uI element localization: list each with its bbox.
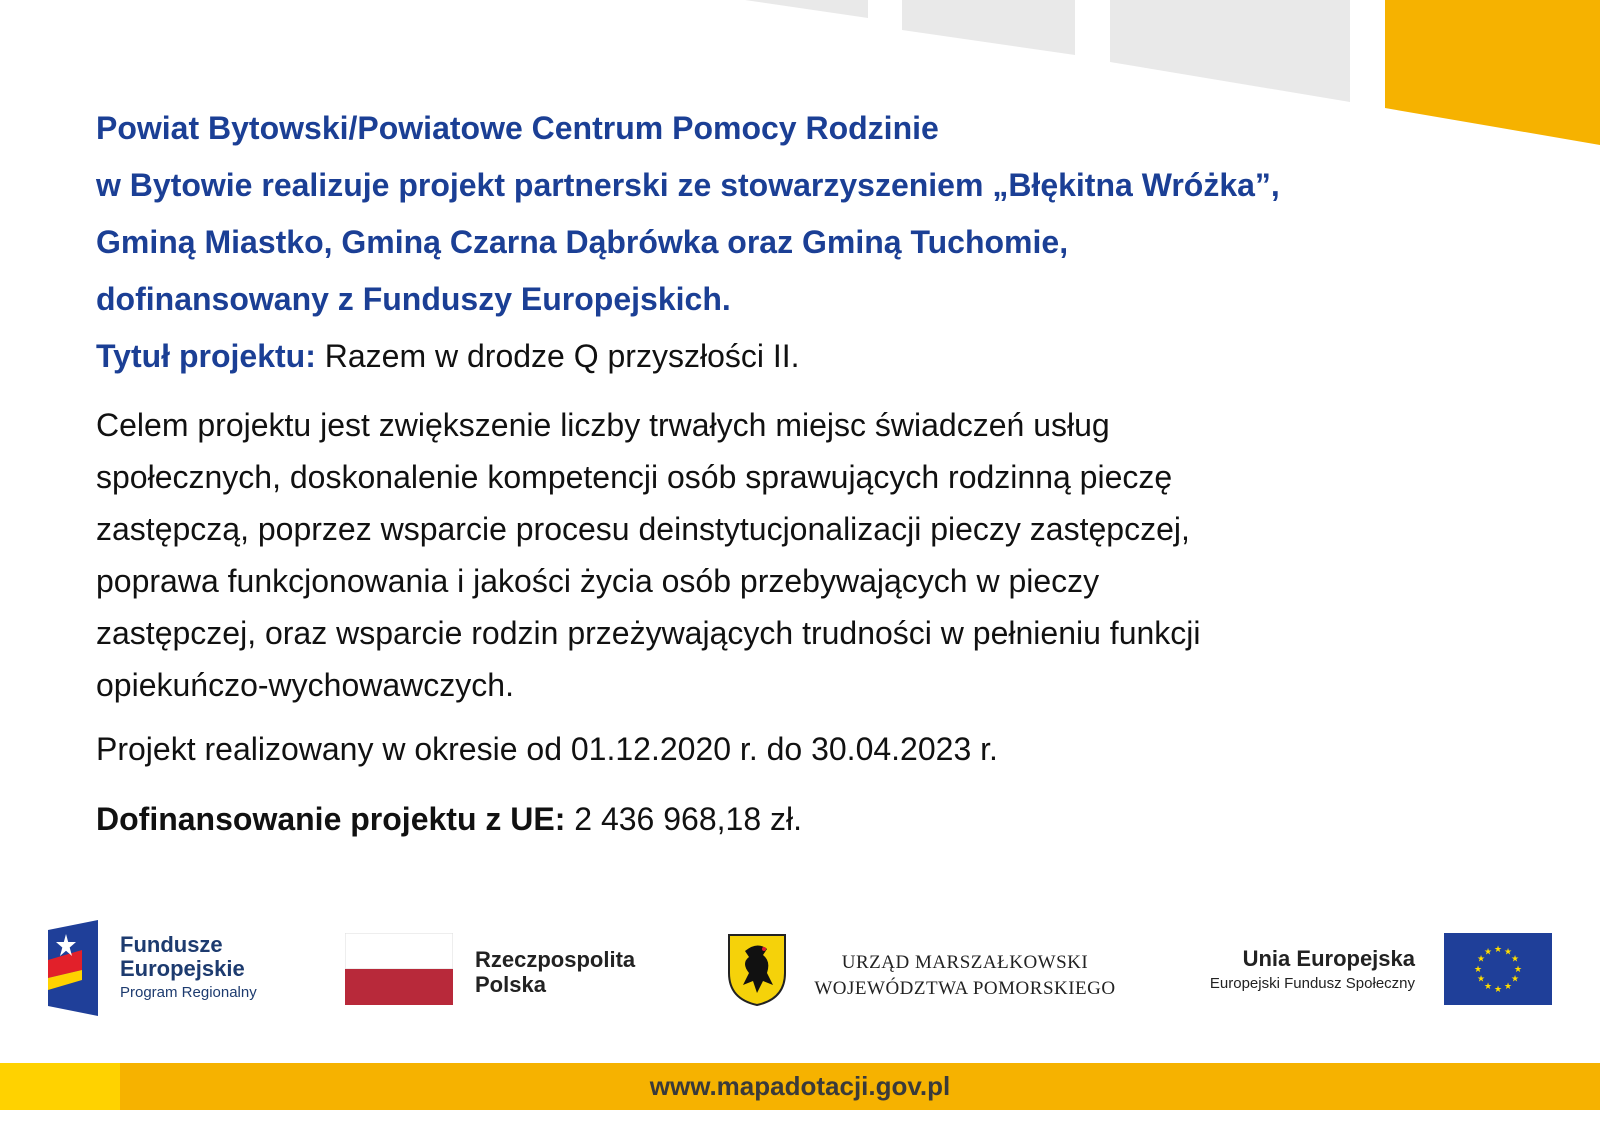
goal-line: poprawa funkcjonowania i jakości życia osób przebywających w pieczy <box>96 563 1100 599</box>
fe-line2: Europejskie <box>120 956 245 981</box>
ue-logo-text <box>1210 945 1415 995</box>
heading-line: dofinansowany z Funduszy Europejskich. <box>96 281 731 317</box>
goal-line: opiekuńczo-wychowawczych. <box>96 667 514 703</box>
goal-line: Celem projektu jest zwiększenie liczby trwałych miejsc świadczeń usług <box>96 407 1110 443</box>
um-line2: WOJEWÓDZTWA POMORSKIEGO <box>814 978 1116 999</box>
footer-bar <box>0 1063 1600 1110</box>
svg-text:★: ★ <box>1493 945 1503 955</box>
heading-line: w Bytowie realizuje projekt partnerski ze stowarzyszeniem „Błękitna Wróżka”, <box>96 167 1280 203</box>
svg-text:★: ★ <box>1510 954 1520 965</box>
svg-text:★: ★ <box>1483 982 1493 992</box>
project-goal <box>96 399 1536 711</box>
ue-line1: Unia Europejska <box>1242 946 1415 971</box>
project-title-value: Razem w drodze Q przyszłości II. <box>324 338 800 374</box>
project-period: Projekt realizowany w okresie od 01.12.2020 r. do 30.04.2023 r. <box>96 731 998 767</box>
project-funding <box>96 793 1536 845</box>
footer-url-link[interactable]: www.mapadotacji.gov.pl <box>649 1071 951 1101</box>
svg-text:★: ★ <box>1503 982 1513 992</box>
ue-line2: Europejski Fundusz Społeczny <box>1209 975 1415 992</box>
main-content <box>96 100 1536 845</box>
heading-line: Powiat Bytowski/Powiatowe Centrum Pomocy Rodzinie <box>96 110 939 146</box>
heading-line: Gminą Miastko, Gminą Czarna Dąbrówka oraz Gminą Tuchomie, <box>96 224 1069 260</box>
svg-text:★: ★ <box>1503 947 1513 958</box>
svg-text:★: ★ <box>1493 985 1503 995</box>
goal-line: zastępczą, poprzez wsparcie procesu deinstytucjonalizacji pieczy zastępczej, <box>96 511 1190 547</box>
svg-text:★: ★ <box>1476 954 1486 965</box>
svg-text:★: ★ <box>1473 965 1483 975</box>
goal-line: społecznych, doskonalenie kompetencji osób sprawujących rodzinną pieczę <box>96 459 1173 495</box>
um-line1: URZĄD MARSZAŁKOWSKI <box>841 952 1089 973</box>
logos-strip <box>0 905 1600 1020</box>
fe-logo-text <box>120 933 257 1005</box>
eu-flag-icon <box>1444 933 1552 1005</box>
um-logo-text <box>800 950 1130 1002</box>
project-title <box>96 328 1536 385</box>
polish-flag-icon <box>345 933 453 1005</box>
funding-label: Dofinansowanie projektu z UE: <box>96 801 566 837</box>
svg-text:★: ★ <box>1510 974 1520 985</box>
fe-line3: Program Regionalny <box>120 984 257 1001</box>
rp-logo-text <box>475 947 635 997</box>
fe-line1: Fundusze <box>120 932 223 957</box>
project-title-label: Tytuł projektu: <box>96 338 316 374</box>
rp-line1: Rzeczpospolita <box>475 947 636 972</box>
svg-text:★: ★ <box>1483 947 1493 958</box>
pomorskie-griffin-icon <box>727 933 787 1007</box>
svg-text:★: ★ <box>1476 974 1486 985</box>
rp-line2: Polska <box>475 972 546 997</box>
svg-text:★: ★ <box>1513 965 1523 975</box>
fe-logo-icon <box>48 920 98 1016</box>
funding-value: 2 436 968,18 zł. <box>574 801 802 837</box>
goal-line: zastępczej, oraz wsparcie rodzin przeżywających trudności w pełnieniu funkcji <box>96 615 1201 651</box>
